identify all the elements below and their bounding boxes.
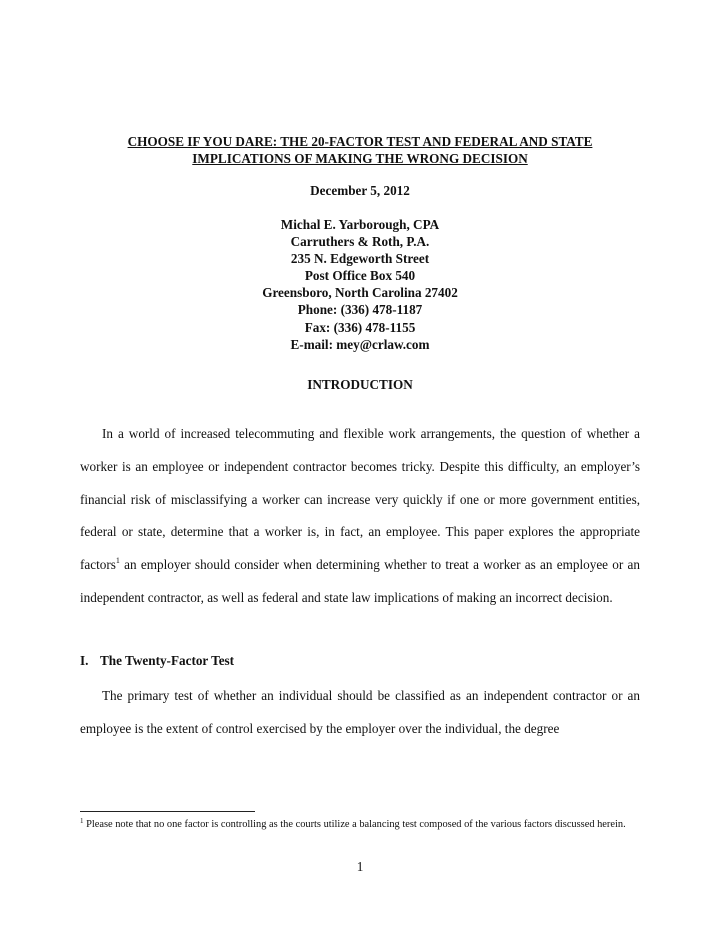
section-paragraph: The primary test of whether an individual should be classified as an independent contractor or an employee is the extent of control exercised by the employer over the individual, the degree	[80, 688, 640, 736]
footnote	[80, 818, 640, 832]
section-number: I.	[80, 653, 89, 668]
section-heading	[80, 652, 234, 669]
title-line-1: CHOOSE IF YOU DARE: THE 20-FACTOR TEST AND FEDERAL AND STATE	[127, 134, 593, 149]
section-title: The Twenty-Factor Test	[100, 653, 235, 668]
author-name: Michal E. Yarborough, CPA	[280, 217, 440, 232]
introduction-paragraph	[80, 418, 640, 615]
author-street: 235 N. Edgeworth Street	[290, 251, 430, 267]
author-block	[80, 216, 640, 353]
intro-text-part-2: an employer should consider when determining whether to treat a worker as an employee or an independent contractor, as well as federal and state law implications of making an incorrect decision.	[80, 557, 640, 605]
title-line-2: IMPLICATIONS OF MAKING THE WRONG DECISION	[192, 151, 528, 166]
footnote-divider	[80, 811, 255, 812]
author-po-box: Post Office Box 540	[304, 268, 416, 284]
intro-text-part-1: In a world of increased telecommuting and flexible work arrangements, the question of whether a worker is an employee or independent contractor becomes tricky. Despite this difficulty, an employer’s financial risk of misclassifying a worker can increase very quickly if one or more government entities, federal or state, determine that a worker is, in fact, an employee. This paper explores the appropriate factors	[80, 426, 640, 573]
author-phone: Phone: (336) 478-1187	[297, 302, 423, 318]
author-firm: Carruthers & Roth, P.A.	[290, 234, 430, 250]
footnote-mark: 1	[80, 817, 84, 825]
page-number: 1	[356, 859, 364, 874]
author-email: E-mail: mey@crlaw.com	[290, 336, 430, 352]
document-title	[80, 133, 640, 167]
author-city: Greensboro, North Carolina 27402	[262, 285, 458, 301]
footnote-reference[interactable]: 1	[115, 556, 120, 566]
document-date: December 5, 2012	[310, 183, 410, 198]
footnote-text: Please note that no one factor is controlling as the courts utilize a balancing test composed of the various factors discussed herein.	[83, 819, 626, 830]
introduction-heading: INTRODUCTION	[307, 377, 413, 392]
author-fax: Fax: (336) 478-1155	[304, 319, 416, 335]
